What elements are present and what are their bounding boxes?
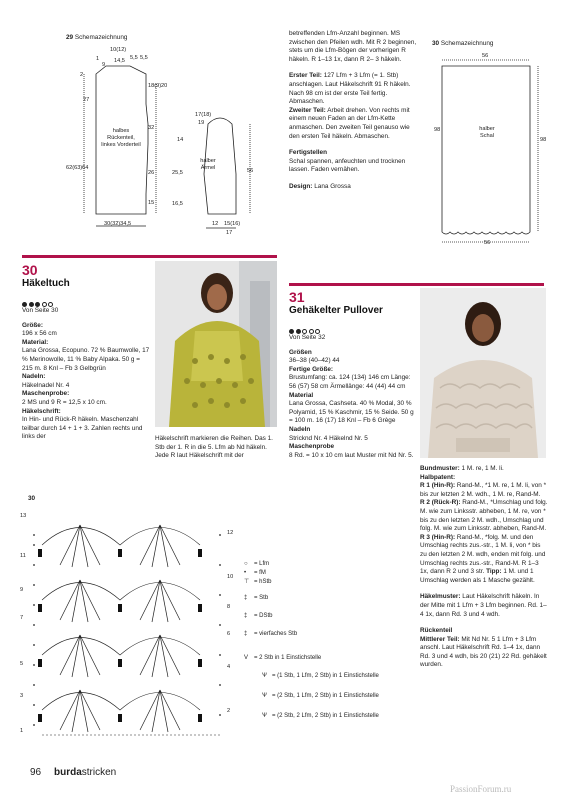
legend-item-2stb-2lfm-2stb: Ѱ = (2 Stb, 2 Lfm, 2 Stb) in 1 Einstichstelle bbox=[262, 713, 379, 719]
schema29-title: 29 Schemazeichnung bbox=[66, 34, 128, 41]
schema30-title: 30 Schemazeichnung bbox=[432, 40, 494, 47]
legend-item-stb: ‡ = Stb bbox=[244, 595, 269, 601]
s29-27: 27 bbox=[83, 97, 90, 103]
brand-logo: burdastricken bbox=[54, 767, 117, 778]
s29-sl-56: 56 bbox=[247, 168, 254, 174]
row-2: 2 bbox=[227, 708, 231, 714]
s29-sl-255: 25,5 bbox=[172, 170, 183, 176]
row-8: 8 bbox=[227, 604, 231, 610]
erster-label: Erster Teil: bbox=[289, 72, 322, 80]
s29-18: 18(9)20 bbox=[148, 83, 168, 89]
s29-b: 14,5 bbox=[114, 58, 125, 64]
section31-rule bbox=[289, 283, 544, 286]
section31-title: Gehäkelter Pullover bbox=[289, 305, 383, 316]
s29-c: 5,5 bbox=[130, 55, 138, 61]
s29-sl-15: 15(16) bbox=[224, 221, 241, 227]
page-number: 96 bbox=[30, 767, 42, 778]
legend-item-2stb-1lfm-2stb: Ѱ = (2 Stb, 1 Lfm, 2 Stb) in 1 Einstichstelle bbox=[262, 693, 379, 699]
s29-two: 2 bbox=[80, 72, 84, 78]
s30-top: 56 bbox=[482, 53, 489, 59]
erster-text: 127 Lfm + 3 Lfm (= 1. Stb) anschlagen. Laut Häkelschrift 91 R häkeln. Nach 98 cm ist der erste Teil fertig. Abmaschen. bbox=[289, 72, 411, 106]
row-1: 1 bbox=[20, 728, 24, 734]
fertig-label: Fertigstellen bbox=[289, 149, 327, 157]
s30-bottom: 56 bbox=[484, 240, 491, 246]
crochet-chart-30 bbox=[20, 505, 245, 745]
section30-number: 30 bbox=[22, 262, 38, 278]
zweiter-label: Zweiter Teil: bbox=[289, 106, 326, 114]
section31-number: 31 bbox=[289, 289, 305, 305]
row-4: 4 bbox=[227, 664, 231, 670]
s30-piece: halber Schal bbox=[479, 126, 495, 139]
row-5: 5 bbox=[20, 661, 24, 667]
s29-26: 26 bbox=[148, 170, 155, 176]
p31-ref: Von Seite 32 bbox=[289, 334, 326, 341]
legend-item-hstb: ⊤ = hStb bbox=[244, 579, 272, 585]
row-10: 10 bbox=[227, 574, 234, 580]
section30-col2: Häkelschrift markieren die Reihen. Das 1. Stb der 1. R in die 5. Lfm ab Nd häkeln. Jede R laut Häkelschrift mit der bbox=[155, 435, 273, 460]
s29-one: 1 bbox=[96, 56, 100, 62]
s29-15: 15 bbox=[148, 200, 155, 206]
chart30-number: 30 bbox=[28, 495, 36, 502]
intro-text: betreffenden Lfm-Anzahl beginnen. MS zwischen den Pfeilen wdh. Mit R 2 beginnen, stets um die Lfm-Bögen der vorherigen R häkeln. R 1–13 1x, dann R 2– 3 häkeln. bbox=[289, 30, 417, 63]
s30-right: 98 bbox=[540, 137, 547, 143]
s29-bottom: 30(32)34,5 bbox=[104, 221, 132, 227]
row-12: 12 bbox=[227, 530, 234, 536]
s29-sl-top: 17(18) bbox=[195, 112, 212, 118]
section30-title: Häkeltuch bbox=[22, 278, 70, 289]
section31-right-column: Bundmuster: 1 M. re, 1 M. li. Halbpatent: R 1 (Hin-R): Rand-M., *1 M. re, 1 M. li, von * bis zur letzten 2 M. wdh., 1 M. re, Rand-M. R 2 (Rück-R): Rand-M., *Umschlag und folg. M. wie zum Linksstr. abheben, 1 M. re, von * bis zu den letzten 2 M. wdh., Umschlag und folg. M. wie zum Linksstr. abheben, Rand-M. R 3 (Hin-R): Rand-M., *folg. M. und den Umschlag rechts zus.-str., 1 M. li, von * bis zu den letzten 2 M. wdh, enden mit folg. und Umschlag rechts zus.-str., Rand-M. R 1–3 1x, dann R 2 und 3 str. Tipp: 1 M. und 1 Umschlag werden als 1 Masche gezählt. Häkelmuster: Laut Häkelschrift häkeln. In der Mitte mit 1 Lfm + 3 Lfm beginnen. Rd. 1–4 1x, dann Rd. 3 und 4 wdh. Rückenteil Mittlerer Teil: Mit Nd Nr. 5 1 Lfm + 3 Lfm anschl. Laut Häkelschrift Rd. 1–4 1x, dann Rd. 3 und 4 wdh, bis 20 (21) 22 Rd. gehäkelt wurden. bbox=[420, 465, 548, 669]
section30-text: Von Seite 30 Größe: 196 x 56 cm Material: Lana Grossa, Ecopuno. 72 % Baumwolle, 17 % Merinowolle, 11 % Baby Alpaka. 50 g = 215 m. 8 Knl – Fb 3 Gelbgrün Nadeln: Häkelnadel Nr. 4 Maschenprobe: 2 MS und 9 R = 12,5 x 10 cm. Häkelschrift: In Hin- und Rück-R häkeln. Maschenzahl teilbar durch 14 + 1 + 3. Zahlen rechts und links der bbox=[22, 307, 152, 442]
schema29-drawing bbox=[60, 44, 275, 269]
legend-item-1stb-1lfm-2stb: Ѱ = (1 Stb, 1 Lfm, 2 Stb) in 1 Einstichstelle bbox=[262, 673, 379, 679]
legend bbox=[244, 560, 379, 732]
s29-piece: halbes Rückenteil, linkes Vorderteil bbox=[101, 128, 141, 148]
legend-item-dstb: ‡ = DStb bbox=[244, 613, 273, 619]
section31-text: Von Seite 32 Größen 36–38 (40–42) 44 Fertige Größe: Brustumfang: ca. 124 (134) 146 cm Länge: 56 (57) 58 cm Ärmellänge: 44 (44) 44 cm Material Lana Grossa, Cashseta. 40 % Modal, 30 % Polyamid, 15 % Kaschmir, 15 % Seide. 50 g = 100 m. 16 (17) 18 Knl – Fb 6 Grège Nadeln Stricknd Nr. 4 Häkelnd Nr. 5 Maschenprobe 8 Rd. = 10 x 10 cm laut Muster mit Nd Nr. 5. bbox=[289, 334, 414, 459]
design-label: Design: bbox=[289, 182, 313, 190]
legend-item-lfm: ○ = Lfm bbox=[244, 561, 270, 567]
fertig-text: Schal spannen, anfeuchten und trocknen lassen. Faden vernähen. bbox=[289, 157, 406, 174]
s29-sl-17: 17 bbox=[226, 230, 233, 236]
s29-32: 32 bbox=[148, 125, 155, 131]
s29-sl-12: 12 bbox=[212, 221, 219, 227]
zweiter-text: Arbeit drehen. Von rechts mit einem neuen Faden an der Lfm-Kette anmaschen. Den zweiten Teil genauso wie den ersten Teil häkeln. Abmaschen. bbox=[289, 106, 410, 140]
photo-haekeltuch bbox=[155, 261, 277, 427]
s29-a: 9 bbox=[102, 62, 106, 68]
row-6: 6 bbox=[227, 631, 231, 637]
design-text: Lana Grossa bbox=[312, 182, 351, 190]
s29-sl-piece: halber Ärmel bbox=[200, 158, 216, 171]
row-9: 9 bbox=[20, 587, 24, 593]
s29-62: 62(63)64 bbox=[66, 165, 89, 171]
s29-sl-14: 14 bbox=[177, 137, 184, 143]
legend-item-2stb: V = 2 Stb in 1 Einstichstelle bbox=[244, 655, 322, 661]
row-11: 11 bbox=[20, 553, 26, 559]
row-7: 7 bbox=[20, 615, 24, 621]
s29-d: 5,5 bbox=[140, 55, 148, 61]
section30-rule bbox=[22, 255, 277, 258]
legend-item-fm: • = fM bbox=[244, 570, 266, 576]
photo-pullover bbox=[420, 288, 546, 458]
legend-item-vierfaches-stb: ‡ = vierfaches Stb bbox=[244, 631, 298, 637]
s30-left: 98 bbox=[434, 127, 441, 133]
s29-sl-19: 19 bbox=[198, 120, 205, 126]
schema30-drawing bbox=[430, 52, 550, 252]
row-3: 3 bbox=[20, 693, 24, 699]
watermark: PassionForum.ru bbox=[450, 784, 512, 794]
row-13: 13 bbox=[20, 513, 27, 519]
p30-ref: Von Seite 30 bbox=[22, 307, 59, 314]
text-top-column bbox=[289, 30, 419, 192]
s29-sl-165: 16,5 bbox=[172, 201, 183, 207]
s29-top: 10(12) bbox=[110, 47, 127, 53]
